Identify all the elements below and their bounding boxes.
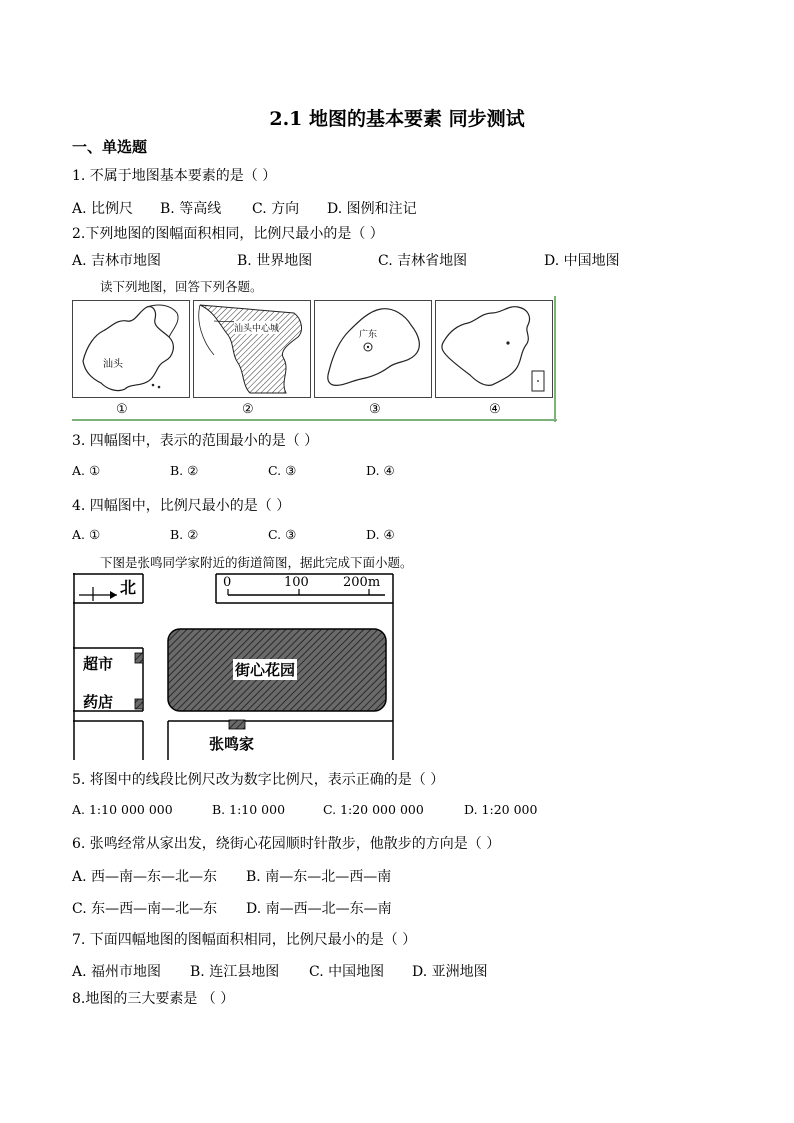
home-label: 张鸣家 bbox=[209, 735, 255, 753]
question-3-option-c: C. ③ bbox=[268, 463, 297, 478]
supermarket-label: 超市 bbox=[83, 655, 114, 673]
north-label: 北 bbox=[120, 578, 137, 597]
section-heading: 一、单选题 bbox=[72, 138, 148, 156]
park-label: 街心花园 bbox=[235, 661, 296, 679]
question-1-option-d: D. 图例和注记 bbox=[327, 201, 417, 217]
question-7-stem: 7. 下面四幅地图的图幅面积相同，比例尺最小的是（ ） bbox=[72, 932, 417, 948]
question-2-option-b: B. 世界地图 bbox=[237, 253, 313, 269]
map-panel-3 bbox=[314, 300, 432, 398]
question-4-option-b: B. ② bbox=[170, 527, 199, 542]
question-2-option-a: A. 吉林市地图 bbox=[72, 253, 162, 269]
question-7-option-a: A. 福州市地图 bbox=[72, 964, 162, 980]
question-4-stem: 4. 四幅图中，比例尺最小的是（ ） bbox=[72, 498, 291, 514]
question-2-option-d: D. 中国地图 bbox=[544, 253, 620, 269]
question-6-stem: 6. 张鸣经常从家出发，绕街心花园顺时针散步，他散步的方向是（ ） bbox=[72, 836, 501, 852]
scale-label-0: 0 bbox=[223, 575, 232, 590]
china-outline-map bbox=[436, 301, 552, 397]
map-panel-2 bbox=[193, 300, 311, 398]
question-5-stem: 5. 将图中的线段比例尺改为数字比例尺，表示正确的是（ ） bbox=[72, 772, 445, 788]
figure-1-frame-right bbox=[554, 296, 556, 422]
map-panel-1 bbox=[72, 300, 190, 398]
pharmacy-label: 药店 bbox=[83, 693, 114, 711]
panel-2-label: 汕头中心城 bbox=[234, 321, 279, 334]
question-3-option-b: B. ② bbox=[170, 463, 199, 478]
question-2-stem: 2.下列地图的图幅面积相同，比例尺最小的是（ ） bbox=[72, 226, 384, 242]
figure-2-caption: 下图是张鸣同学家附近的街道简图，据此完成下面小题。 bbox=[100, 555, 413, 570]
question-6-option-b: B. 南—东—北—西—南 bbox=[246, 869, 392, 885]
page-title: 2.1 地图的基本要素 同步测试 bbox=[269, 108, 525, 130]
shantou-outline-map bbox=[73, 301, 189, 397]
question-1-stem: 1. 不属于地图基本要素的是（ ） bbox=[72, 168, 277, 184]
figure-1-maps bbox=[72, 296, 557, 422]
question-4-option-a: A. ① bbox=[72, 527, 101, 542]
figure-1-caption: 读下列地图，回答下列各题。 bbox=[100, 279, 263, 294]
question-3-option-a: A. ① bbox=[72, 463, 101, 478]
figure-1-label-3: ③ bbox=[369, 402, 381, 417]
question-7-option-c: C. 中国地图 bbox=[309, 964, 385, 980]
question-4-option-d: D. ④ bbox=[366, 527, 395, 542]
question-5-option-d: D. 1:20 000 bbox=[464, 802, 538, 817]
question-5-option-b: B. 1:10 000 bbox=[212, 802, 286, 817]
question-1-option-b: B. 等高线 bbox=[160, 201, 222, 217]
figure-1-label-4: ④ bbox=[489, 402, 501, 417]
question-2-option-c: C. 吉林省地图 bbox=[378, 253, 468, 269]
question-3-stem: 3. 四幅图中，表示的范围最小的是（ ） bbox=[72, 433, 319, 449]
figure-1-frame-bottom bbox=[72, 419, 557, 421]
street-map bbox=[73, 573, 395, 760]
map-panel-4 bbox=[435, 300, 553, 398]
question-5-option-c: C. 1:20 000 000 bbox=[323, 802, 424, 817]
question-5-option-a: A. 1:10 000 000 bbox=[72, 802, 173, 817]
question-4-option-c: C. ③ bbox=[268, 527, 297, 542]
scale-label-100: 100 bbox=[284, 575, 309, 590]
question-6-option-c: C. 东—西—南—北—东 bbox=[72, 901, 218, 917]
question-7-option-b: B. 连江县地图 bbox=[190, 964, 280, 980]
scale-label-200m: 200m bbox=[343, 575, 381, 590]
question-7-option-d: D. 亚洲地图 bbox=[412, 964, 488, 980]
question-3-option-d: D. ④ bbox=[366, 463, 395, 478]
guangdong-outline-map bbox=[315, 301, 431, 397]
shantou-center-city-map bbox=[194, 301, 310, 397]
question-1-option-c: C. 方向 bbox=[252, 201, 300, 217]
figure-1-label-1: ① bbox=[116, 402, 128, 417]
figure-1-label-2: ② bbox=[242, 402, 254, 417]
panel-3-label: 广东 bbox=[359, 330, 378, 340]
question-6-option-a: A. 西—南—东—北—东 bbox=[72, 869, 218, 885]
question-8-stem: 8.地图的三大要素是 （ ） bbox=[72, 991, 235, 1007]
question-6-option-d: D. 南—西—北—东—南 bbox=[246, 901, 392, 917]
panel-1-label: 汕头 bbox=[103, 359, 123, 370]
question-1-option-a: A. 比例尺 bbox=[72, 201, 134, 217]
